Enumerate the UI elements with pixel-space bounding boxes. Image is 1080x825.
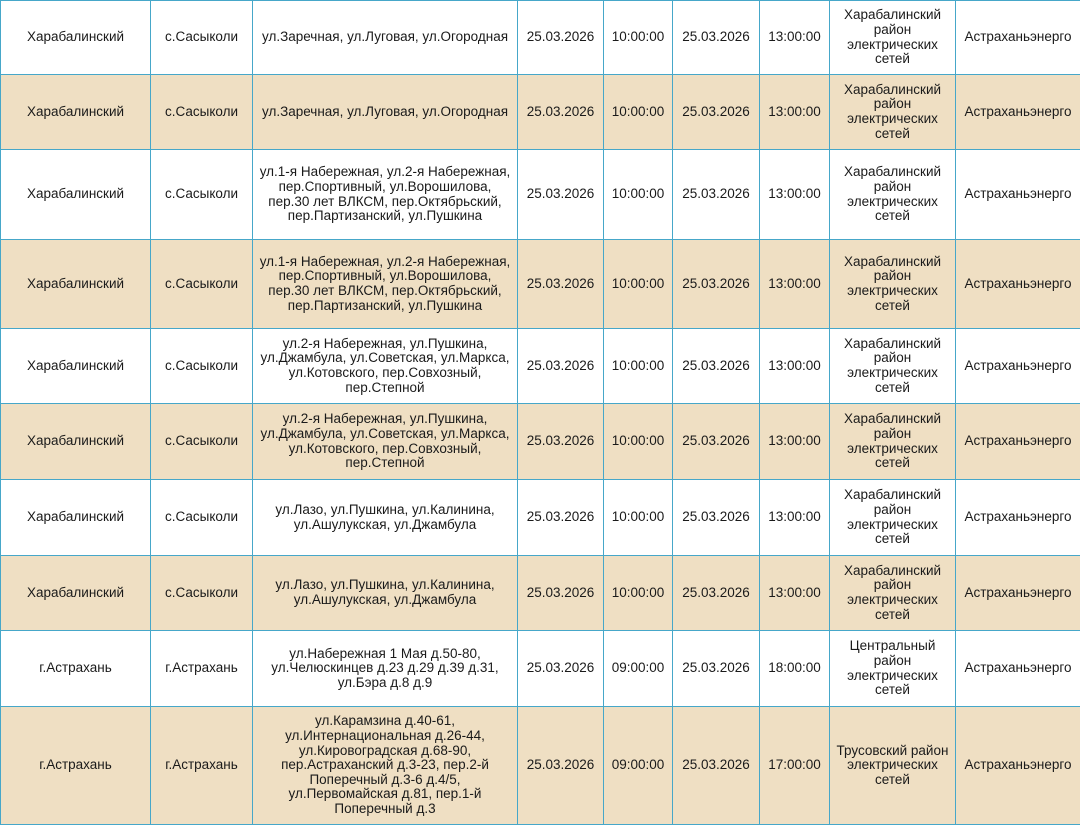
district-cell: Трусовский район электрических сетей [830,707,956,825]
end-date-cell: 25.03.2026 [673,631,760,707]
locality-cell: г.Астрахань [151,707,253,825]
district-cell: Центральный район электрических сетей [830,631,956,707]
locality-cell: г.Астрахань [151,631,253,707]
region-cell: Харабалинский [1,75,151,150]
start-date-cell: 25.03.2026 [518,329,604,404]
region-cell: Харабалинский [1,1,151,75]
district-cell: Харабалинский район электрических сетей [830,404,956,480]
start-time-cell: 10:00:00 [604,1,673,75]
streets-cell: ул.Лазо, ул.Пушкина, ул.Калинина, ул.Ашулукская, ул.Джамбула [253,556,518,631]
streets-cell: ул.2-я Набережная, ул.Пушкина, ул.Джамбула, ул.Советская, ул.Маркса, ул.Котовского, пер.Совхозный, пер.Степной [253,404,518,480]
start-date-cell: 25.03.2026 [518,707,604,825]
end-time-cell: 13:00:00 [760,329,830,404]
end-date-cell: 25.03.2026 [673,329,760,404]
region-cell: Харабалинский [1,329,151,404]
end-time-cell: 13:00:00 [760,556,830,631]
streets-cell: ул.2-я Набережная, ул.Пушкина, ул.Джамбула, ул.Советская, ул.Маркса, ул.Котовского, пер.Совхозный, пер.Степной [253,329,518,404]
region-cell: Харабалинский [1,480,151,556]
table-row [1,150,1080,240]
table-row [1,404,1080,480]
table-row [1,480,1080,556]
start-time-cell: 10:00:00 [604,556,673,631]
company-cell: Астраханьэнерго [956,631,1080,707]
end-time-cell: 13:00:00 [760,240,830,329]
end-time-cell: 13:00:00 [760,1,830,75]
table-row [1,556,1080,631]
end-date-cell: 25.03.2026 [673,240,760,329]
table-row [1,75,1080,150]
company-cell: Астраханьэнерго [956,707,1080,825]
company-cell: Астраханьэнерго [956,1,1080,75]
start-time-cell: 09:00:00 [604,707,673,825]
start-time-cell: 10:00:00 [604,480,673,556]
streets-cell: ул.1-я Набережная, ул.2-я Набережная, пер.Спортивный, ул.Ворошилова, пер.30 лет ВЛКСМ, пер.Октябрьский, пер.Партизанский, ул.Пушкина [253,150,518,240]
streets-cell: ул.Лазо, ул.Пушкина, ул.Калинина, ул.Ашулукская, ул.Джамбула [253,480,518,556]
locality-cell: с.Сасыколи [151,1,253,75]
region-cell: Харабалинский [1,404,151,480]
locality-cell: с.Сасыколи [151,75,253,150]
end-date-cell: 25.03.2026 [673,1,760,75]
locality-cell: с.Сасыколи [151,240,253,329]
end-date-cell: 25.03.2026 [673,75,760,150]
region-cell: г.Астрахань [1,631,151,707]
company-cell: Астраханьэнерго [956,329,1080,404]
start-date-cell: 25.03.2026 [518,1,604,75]
end-time-cell: 18:00:00 [760,631,830,707]
streets-cell: ул.Карамзина д.40-61, ул.Интернациональная д.26-44, ул.Кировоградская д.68-90, пер.Астраханский д.3-23, пер.2-й Поперечный д.3-6 д.4/5, ул.Первомайская д.81, пер.1-й Поперечный д.3 [253,707,518,825]
table-row [1,240,1080,329]
start-date-cell: 25.03.2026 [518,631,604,707]
start-time-cell: 09:00:00 [604,631,673,707]
end-date-cell: 25.03.2026 [673,556,760,631]
district-cell: Харабалинский район электрических сетей [830,240,956,329]
district-cell: Харабалинский район электрических сетей [830,150,956,240]
end-date-cell: 25.03.2026 [673,480,760,556]
district-cell: Харабалинский район электрических сетей [830,556,956,631]
start-time-cell: 10:00:00 [604,150,673,240]
locality-cell: с.Сасыколи [151,404,253,480]
region-cell: Харабалинский [1,556,151,631]
table-row [1,707,1080,825]
region-cell: Харабалинский [1,240,151,329]
locality-cell: с.Сасыколи [151,329,253,404]
streets-cell: ул.Заречная, ул.Луговая, ул.Огородная [253,75,518,150]
locality-cell: с.Сасыколи [151,480,253,556]
region-cell: г.Астрахань [1,707,151,825]
locality-cell: с.Сасыколи [151,150,253,240]
end-time-cell: 13:00:00 [760,75,830,150]
start-time-cell: 10:00:00 [604,75,673,150]
end-time-cell: 13:00:00 [760,404,830,480]
end-date-cell: 25.03.2026 [673,150,760,240]
company-cell: Астраханьэнерго [956,150,1080,240]
end-time-cell: 13:00:00 [760,150,830,240]
start-time-cell: 10:00:00 [604,240,673,329]
district-cell: Харабалинский район электрических сетей [830,480,956,556]
district-cell: Харабалинский район электрических сетей [830,329,956,404]
end-date-cell: 25.03.2026 [673,404,760,480]
streets-cell: ул.Заречная, ул.Луговая, ул.Огородная [253,1,518,75]
table-row [1,631,1080,707]
table-row [1,329,1080,404]
region-cell: Харабалинский [1,150,151,240]
start-date-cell: 25.03.2026 [518,404,604,480]
streets-cell: ул.Набережная 1 Мая д.50-80, ул.Челюскинцев д.23 д.29 д.39 д.31, ул.Бэра д.8 д.9 [253,631,518,707]
district-cell: Харабалинский район электрических сетей [830,75,956,150]
end-time-cell: 13:00:00 [760,480,830,556]
company-cell: Астраханьэнерго [956,480,1080,556]
start-time-cell: 10:00:00 [604,404,673,480]
start-date-cell: 25.03.2026 [518,480,604,556]
district-cell: Харабалинский район электрических сетей [830,1,956,75]
company-cell: Астраханьэнерго [956,240,1080,329]
company-cell: Астраханьэнерго [956,404,1080,480]
locality-cell: с.Сасыколи [151,556,253,631]
start-date-cell: 25.03.2026 [518,150,604,240]
company-cell: Астраханьэнерго [956,75,1080,150]
start-date-cell: 25.03.2026 [518,556,604,631]
end-date-cell: 25.03.2026 [673,707,760,825]
start-date-cell: 25.03.2026 [518,75,604,150]
company-cell: Астраханьэнерго [956,556,1080,631]
table-row [1,1,1080,75]
start-date-cell: 25.03.2026 [518,240,604,329]
streets-cell: ул.1-я Набережная, ул.2-я Набережная, пер.Спортивный, ул.Ворошилова, пер.30 лет ВЛКСМ, пер.Октябрьский, пер.Партизанский, ул.Пушкина [253,240,518,329]
start-time-cell: 10:00:00 [604,329,673,404]
end-time-cell: 17:00:00 [760,707,830,825]
